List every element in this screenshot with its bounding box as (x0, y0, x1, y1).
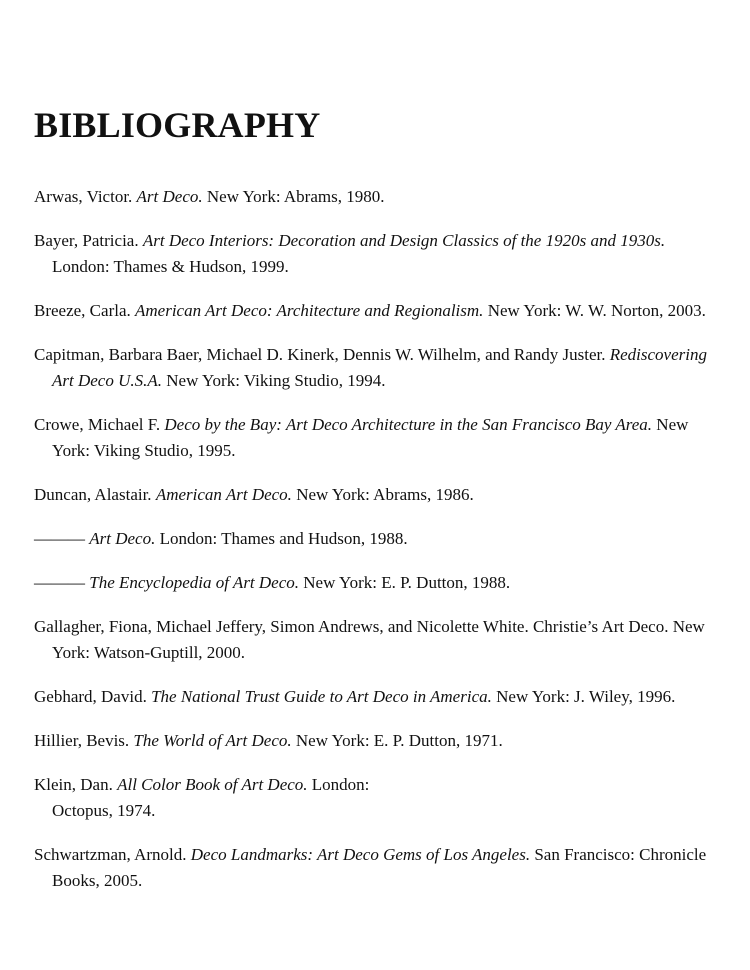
bibliography-entry (34, 728, 724, 754)
entry-author: Gebhard, David. (34, 687, 147, 706)
bibliography-entry (34, 228, 724, 280)
entry-title: American Art Deco: Architecture and Regionalism. (135, 301, 484, 320)
entry-author: Duncan, Alastair. (34, 485, 152, 504)
entry-publication: San Francisco: Chronicle Books, 2005. (52, 845, 707, 890)
bibliography-entry (34, 342, 724, 394)
entry-title: All Color Book of Art Deco. (117, 775, 308, 794)
bibliography-entry (34, 842, 724, 894)
entry-publication: New York: Abrams, 1980. (206, 187, 385, 206)
entry-publication: New York: E. P. Dutton, 1971. (295, 731, 503, 750)
entry-title: The National Trust Guide to Art Deco in America. (151, 687, 492, 706)
entry-author: Breeze, Carla. (34, 301, 131, 320)
entry-author: Hillier, Bevis. (34, 731, 130, 750)
entry-publication: New York: Abrams, 1986. (296, 485, 474, 504)
bibliography-entry (34, 482, 724, 508)
entry-publication: London: Octopus, 1974. (52, 775, 370, 820)
entry-title: Deco by the Bay: Art Deco Architecture in the San Francisco Bay Area. (164, 415, 653, 434)
entry-author: Schwartzman, Arnold. (34, 845, 187, 864)
bibliography-list (34, 184, 724, 894)
entry-title: The Encyclopedia of Art Deco. (89, 573, 300, 592)
entry-publication: New York: Viking Studio, 1995. (52, 415, 689, 460)
bibliography-entry (34, 412, 724, 464)
entry-author: Bayer, Patricia. (34, 231, 139, 250)
entry-title: Deco Landmarks: Art Deco Gems of Los Angeles. (190, 845, 531, 864)
entry-publication: New York: Viking Studio, 1994. (166, 371, 386, 390)
entry-author: Klein, Dan. (34, 775, 113, 794)
entry-title: Art Deco Interiors: Decoration and Design Classics of the 1920s and 1930s. (142, 231, 666, 250)
bibliography-entry (34, 614, 724, 666)
bibliography-entry (34, 684, 724, 710)
entry-publication: Christie’s Art Deco. New York: Watson-Guptill, 2000. (52, 617, 705, 662)
entry-title: Art Deco. (89, 529, 156, 548)
entry-publication: New York: J. Wiley, 1996. (496, 687, 676, 706)
bibliography-entry (34, 184, 724, 210)
page-title: BIBLIOGRAPHY (34, 105, 321, 145)
bibliography-entry (34, 570, 724, 596)
entry-publication: London: Thames and Hudson, 1988. (159, 529, 408, 548)
bibliography-entry (34, 772, 432, 824)
entry-publication: New York: E. P. Dutton, 1988. (303, 573, 511, 592)
bibliography-entry (34, 298, 724, 324)
entry-author: Capitman, Barbara Baer, Michael D. Kinerk, Dennis W. Wilhelm, and Randy Juster. (34, 345, 606, 364)
entry-author: Arwas, Victor. (34, 187, 133, 206)
entry-author: ——— (34, 529, 85, 548)
entry-author: ——— (34, 573, 85, 592)
entry-title: American Art Deco. (155, 485, 292, 504)
bibliography-page (34, 104, 724, 912)
entry-title: The World of Art Deco. (133, 731, 292, 750)
entry-publication: New York: W. W. Norton, 2003. (487, 301, 706, 320)
entry-publication: London: Thames & Hudson, 1999. (52, 257, 289, 276)
bibliography-entry (34, 526, 724, 552)
entry-title: Art Deco. (136, 187, 203, 206)
entry-author: Gallagher, Fiona, Michael Jeffery, Simon Andrews, and Nicolette White. (34, 617, 529, 636)
entry-author: Crowe, Michael F. (34, 415, 161, 434)
entry-title: Rediscovering Art Deco U.S.A. (52, 345, 707, 390)
